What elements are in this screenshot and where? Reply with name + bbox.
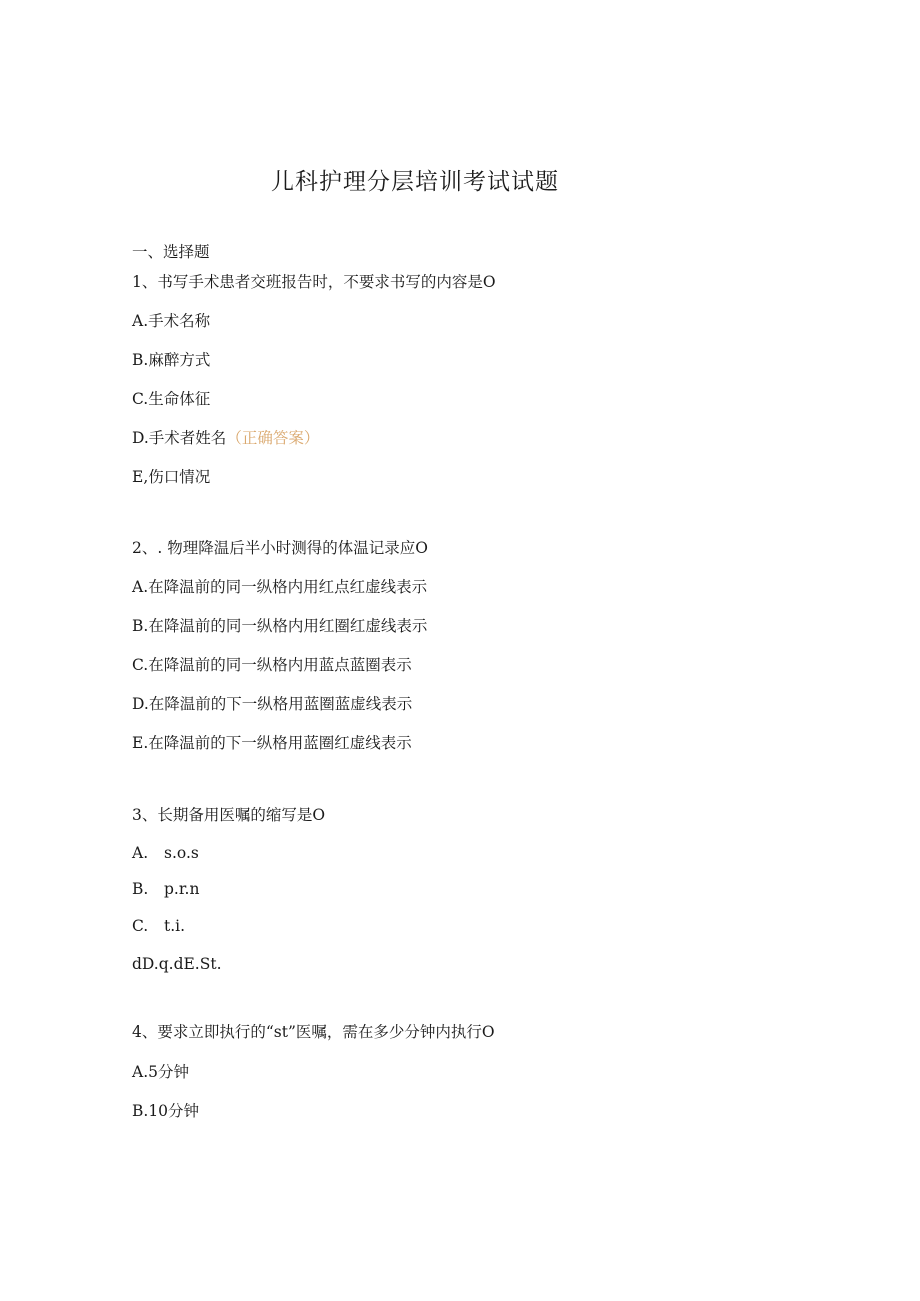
correct-answer-mark: （正确答案）: [226, 429, 320, 447]
option-text: s.o.s: [164, 844, 199, 862]
question-1-option-b: B.麻醉方式: [132, 351, 211, 369]
question-4-stem: 4、要求立即执行的“st”医嘱，需在多少分钟内执行O: [132, 1023, 495, 1041]
question-4-option-b: B.10分钟: [132, 1102, 200, 1120]
question-3-option-b: [132, 879, 199, 899]
question-1-option-e: E,伤口情况: [132, 468, 211, 486]
question-2-option-d: D.在降温前的下一纵格用蓝圈蓝虚线表示: [132, 695, 413, 713]
option-text: D.手术者姓名: [132, 429, 227, 447]
question-3-option-c: [132, 916, 185, 936]
question-1-option-a: A.手术名称: [132, 312, 211, 330]
option-label: A.: [132, 844, 149, 862]
section-heading: 一、选择题: [132, 243, 210, 261]
option-label: C.: [132, 917, 149, 935]
question-2-option-b: B.在降温前的同一纵格内用红圈红虚线表示: [132, 617, 428, 635]
question-3-option-a: [132, 843, 199, 863]
question-3-stem: 3、长期备用医嘱的缩写是O: [132, 806, 326, 824]
document-title: 儿科护理分层培训考试试题: [271, 169, 559, 195]
option-label: B.: [132, 880, 149, 898]
question-1-stem: 1、书写手术患者交班报告时，不要求书写的内容是O: [132, 273, 496, 291]
question-1-option-c: C.生命体征: [132, 390, 211, 408]
question-2-option-a: A.在降温前的同一纵格内用红点红虚线表示: [132, 578, 428, 596]
question-3-option-d: dD.q.dE.St.: [132, 955, 222, 973]
question-2-option-e: E.在降温前的下一纵格用蓝圈红虚线表示: [132, 734, 412, 752]
question-2-stem: 2、. 物理降温后半小时测得的体温记录应O: [132, 539, 428, 557]
question-1-option-d: [132, 428, 319, 448]
option-text: p.r.n: [164, 880, 200, 898]
question-2-option-c: C.在降温前的同一纵格内用蓝点蓝圈表示: [132, 656, 412, 674]
question-4-option-a: A.5分钟: [132, 1063, 189, 1081]
option-text: t.i.: [164, 917, 186, 935]
